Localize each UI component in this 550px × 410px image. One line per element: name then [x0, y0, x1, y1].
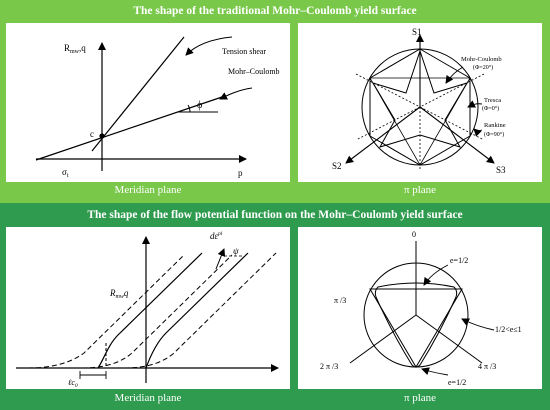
s3-label: S3: [496, 165, 506, 175]
flow-potential-section: [0, 203, 550, 410]
section-title-traditional: The shape of the traditional Mohr–Coulomb yield surface: [133, 5, 417, 17]
tension-shear-label: Tension shear: [222, 47, 267, 56]
meridian-plane-panel-bottom: [6, 227, 290, 389]
y-axis-label: $R_{mw},q$: [64, 43, 86, 55]
rankine-leader: [474, 129, 482, 131]
s3-axis: [420, 107, 494, 163]
pi-plane-diagram-top: [298, 23, 542, 182]
four-pi-three-label: 4 π /3: [478, 362, 497, 371]
cohesion-label: c: [90, 129, 94, 139]
phi-label: ϕ: [197, 100, 203, 111]
mohr-coulomb-line: [36, 97, 222, 160]
tresca-label: Tresca: [484, 97, 502, 104]
meridian-plane-panel-top: [6, 23, 290, 182]
e-half-top-label: e=1/2: [450, 256, 469, 265]
solid-potential-1: [98, 253, 202, 368]
pi-plane-panel-top: [298, 23, 542, 182]
cohesion-point: [99, 133, 104, 138]
zero-label: 0: [412, 230, 416, 239]
dashed-potential-1: [28, 255, 184, 368]
e-half-top-leader: [424, 265, 448, 285]
mohr-coulomb-leader: [220, 88, 252, 99]
s1-label: S1: [412, 27, 422, 37]
p-axis-label: p: [238, 168, 243, 178]
pi-plane-caption-bottom: π plane: [403, 392, 437, 404]
tension-shear-line: [92, 37, 184, 151]
mohr-coulomb-pi-label: Mohr-Coulomb: [461, 56, 502, 63]
dashed-potential-2: [82, 255, 232, 368]
psi-label: ψ: [233, 246, 239, 256]
pi-three-label: π /3: [334, 296, 347, 305]
meridian-plane-diagram-top: [6, 23, 290, 182]
ec-label: ℓc$_0$: [68, 378, 78, 389]
two-pi-three-label: 2 π /3: [320, 362, 339, 371]
tresca-angle: (Φ=0°): [482, 106, 500, 112]
tensile-strength-label: $\sigma_t$: [62, 167, 69, 179]
pi-plane-diagram-bottom: [298, 227, 542, 389]
meridian-plane-caption-top: Meridian plane: [114, 184, 182, 196]
mohr-coulomb-angle: (Φ=20°): [473, 65, 494, 71]
solid-potential-2: [146, 253, 248, 368]
meridian-plane-caption-bottom: Meridian plane: [114, 392, 182, 404]
plastic-strain-arrow: [216, 249, 224, 269]
traditional-yield-surface-section: [0, 0, 550, 203]
e-half-bottom-label: e=1/2: [448, 378, 467, 387]
plastic-strain-label: $d\varepsilon^{pl}$: [210, 231, 223, 241]
dashed-potential-3: [124, 253, 276, 368]
pi-plane-caption-top: π plane: [403, 184, 437, 196]
meridian-plane-diagram-bottom: [6, 227, 290, 389]
rankine-label: Rankine: [484, 122, 506, 129]
e-half-bottom-leader: [422, 369, 448, 375]
rankine-angle: (Φ=90°): [484, 132, 505, 138]
mohr-coulomb-label: Mohr–Coulomb: [228, 67, 280, 76]
s2-axis: [346, 107, 420, 163]
y-axis-label-bottom: $R_{mw}q$: [110, 288, 129, 300]
s2-label: S2: [332, 161, 342, 171]
range-label: 1/2<e≤1: [495, 325, 522, 334]
pi-plane-panel-bottom: [298, 227, 542, 389]
section-title-flow-potential: The shape of the flow potential function on the Mohr–Coulomb yield surface: [87, 209, 463, 221]
